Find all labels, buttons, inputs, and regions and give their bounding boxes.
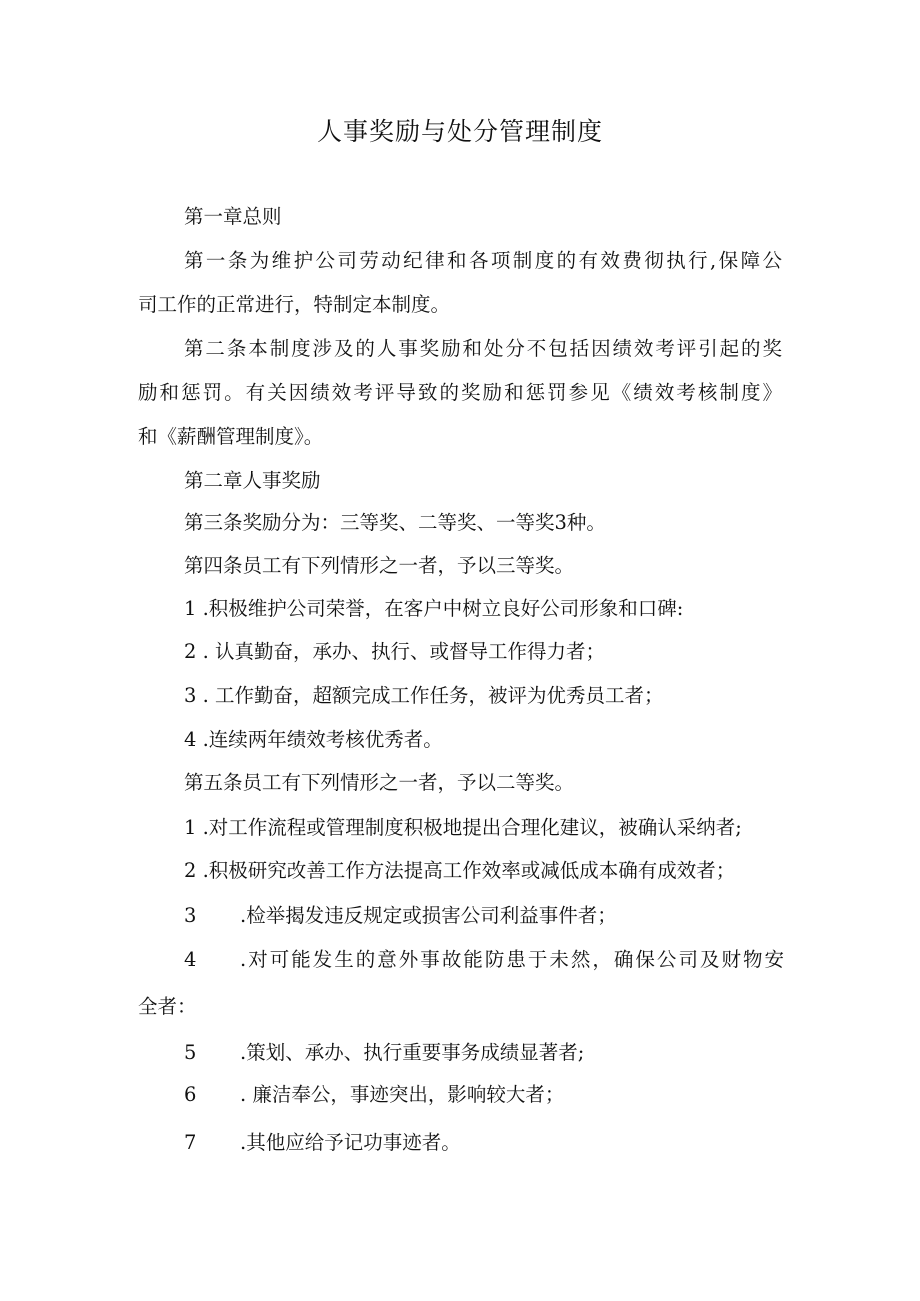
article-1-line-2: 司工作的正常进行，特制定本制度。 [138,293,451,316]
article-5-item-2: 2 .积极研究改善工作方法提高工作效率或减低成本确有成效者； [184,859,736,882]
article-5-item-1: 1 .对工作流程或管理制度积极地提出合理化建议，被确认采纳者; [184,816,742,839]
article-4-item-2: 2 . 认真勤奋，承办、执行、或督导工作得力者； [184,640,606,663]
article-5-item-6-text: . 廉洁奉公，事迹突出，影响较大者； [240,1083,565,1106]
article-2-line-3: 和《薪酬管理制度》。 [138,425,324,448]
article-3: 第三条奖励分为：三等奖、二等奖、一等奖3种。 [184,511,606,534]
chapter-1-heading: 第一章总则 [184,205,282,228]
article-5-item-7-number: 7 [184,1131,197,1154]
article-5-item-4-continuation: 全者： [138,995,197,1018]
article-4-heading: 第四条员工有下列情形之一者，予以三等奖。 [184,554,575,577]
article-5-item-4-text: .对可能发生的意外事故能防患于未然，确保公司及财物安 [240,948,784,971]
article-2-line-1: 第二条本制度涉及的人事奖励和处分不包括因绩效考评引起的奖 [184,337,782,360]
article-4-item-3: 3 . 工作勤奋，超额完成工作任务，被评为优秀员工者； [184,684,664,707]
article-2-line-2: 励和惩罚。有关因绩效考评导致的奖励和惩罚参见《绩效考核制度》 [138,381,782,404]
article-5-item-3-text: .检举揭发违反规定或损害公司利益事件者； [240,904,617,927]
document-title: 人事奖励与处分管理制度 [316,117,603,146]
article-5-heading: 第五条员工有下列情形之一者，予以二等奖。 [184,771,575,794]
article-5-item-3-number: 3 [184,904,197,927]
article-4-item-4: 4 .连续两年绩效考核优秀者。 [184,728,443,751]
article-5-item-6-number: 6 [184,1083,197,1106]
chapter-2-heading: 第二章人事奖励 [184,469,321,492]
article-1-line-1: 第一条为维护公司劳动纪律和各项制度的有效费彻执行,保障公 [184,249,782,272]
article-4-item-1: 1 .积极维护公司荣誉，在客户中树立良好公司形象和口碑: [184,597,684,620]
article-5-item-4-number: 4 [184,948,197,971]
article-5-item-5-text: .策划、承办、执行重要事务成绩显著者; [240,1041,585,1064]
article-5-item-5-number: 5 [184,1041,197,1064]
article-5-item-7-text: .其他应给予记功事迹者。 [240,1131,461,1154]
